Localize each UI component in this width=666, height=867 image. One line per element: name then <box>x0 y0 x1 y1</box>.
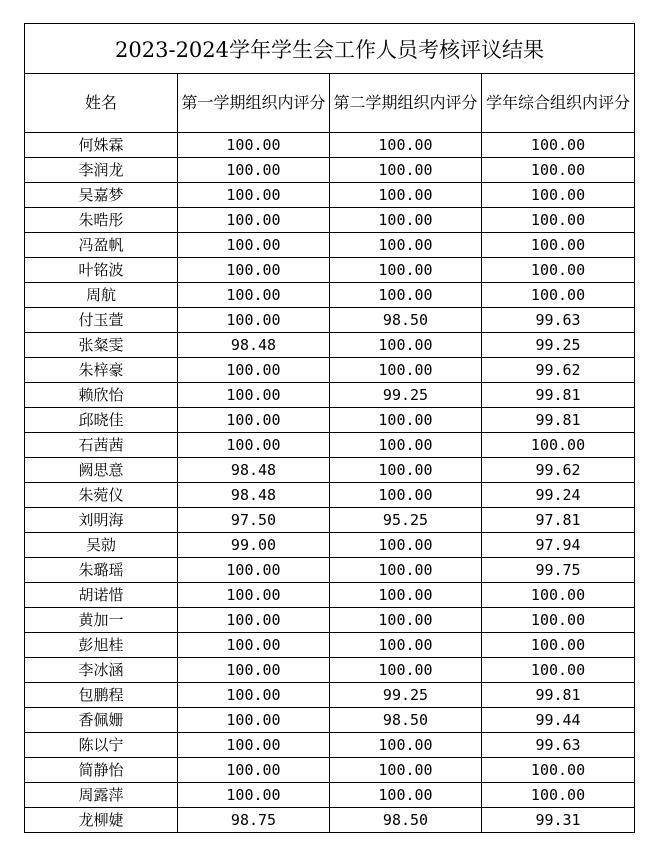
student-name-cell: 简静怡 <box>25 758 178 783</box>
table-row <box>25 583 635 608</box>
year-score-cell: 99.81 <box>482 683 635 708</box>
year-score-cell: 97.81 <box>482 508 635 533</box>
student-name-cell: 冯盈帆 <box>25 233 178 258</box>
student-name-cell: 李润龙 <box>25 158 178 183</box>
year-score-cell: 99.81 <box>482 408 635 433</box>
semester2-score-cell: 100.00 <box>330 158 482 183</box>
year-score-cell: 99.63 <box>482 308 635 333</box>
evaluation-results-table <box>24 23 635 833</box>
year-score-cell: 100.00 <box>482 658 635 683</box>
semester2-score-cell: 100.00 <box>330 533 482 558</box>
year-score-cell: 99.62 <box>482 458 635 483</box>
semester2-score-cell: 98.50 <box>330 308 482 333</box>
year-score-cell: 100.00 <box>482 583 635 608</box>
semester1-score-cell: 100.00 <box>178 758 330 783</box>
table-row <box>25 133 635 158</box>
year-score-cell: 99.31 <box>482 808 635 833</box>
column-header-name: 姓名 <box>25 74 178 133</box>
year-score-cell: 100.00 <box>482 433 635 458</box>
table-row <box>25 558 635 583</box>
table-row <box>25 658 635 683</box>
year-score-cell: 100.00 <box>482 258 635 283</box>
year-score-cell: 100.00 <box>482 158 635 183</box>
year-score-cell: 99.24 <box>482 483 635 508</box>
semester1-score-cell: 100.00 <box>178 583 330 608</box>
table-row <box>25 458 635 483</box>
semester1-score-cell: 98.48 <box>178 333 330 358</box>
year-score-cell: 99.75 <box>482 558 635 583</box>
semester2-score-cell: 100.00 <box>330 583 482 608</box>
student-name-cell: 黄加一 <box>25 608 178 633</box>
semester2-score-cell: 98.50 <box>330 708 482 733</box>
table-row <box>25 358 635 383</box>
semester1-score-cell: 100.00 <box>178 158 330 183</box>
semester1-score-cell: 100.00 <box>178 733 330 758</box>
semester2-score-cell: 100.00 <box>330 433 482 458</box>
table-row <box>25 408 635 433</box>
student-name-cell: 刘明海 <box>25 508 178 533</box>
semester1-score-cell: 100.00 <box>178 183 330 208</box>
year-score-cell: 100.00 <box>482 633 635 658</box>
table-row <box>25 533 635 558</box>
table-row <box>25 733 635 758</box>
year-score-cell: 100.00 <box>482 283 635 308</box>
table-row <box>25 758 635 783</box>
semester2-score-cell: 100.00 <box>330 133 482 158</box>
table-row <box>25 708 635 733</box>
year-score-cell: 99.44 <box>482 708 635 733</box>
semester1-score-cell: 100.00 <box>178 558 330 583</box>
semester2-score-cell: 95.25 <box>330 508 482 533</box>
student-name-cell: 香佩姗 <box>25 708 178 733</box>
column-header-year-score: 学年综合组织内评分 <box>482 74 635 133</box>
semester1-score-cell: 100.00 <box>178 208 330 233</box>
student-name-cell: 阙思意 <box>25 458 178 483</box>
student-name-cell: 朱梓豪 <box>25 358 178 383</box>
table-row <box>25 383 635 408</box>
semester2-score-cell: 100.00 <box>330 658 482 683</box>
year-score-cell: 100.00 <box>482 133 635 158</box>
semester2-score-cell: 99.25 <box>330 383 482 408</box>
student-name-cell: 包鹏程 <box>25 683 178 708</box>
semester2-score-cell: 100.00 <box>330 233 482 258</box>
table-row <box>25 483 635 508</box>
year-score-cell: 99.25 <box>482 333 635 358</box>
year-score-cell: 100.00 <box>482 208 635 233</box>
table-row <box>25 308 635 333</box>
semester1-score-cell: 100.00 <box>178 683 330 708</box>
semester1-score-cell: 100.00 <box>178 633 330 658</box>
semester2-score-cell: 100.00 <box>330 183 482 208</box>
student-name-cell: 付玉萱 <box>25 308 178 333</box>
semester1-score-cell: 97.50 <box>178 508 330 533</box>
year-score-cell: 100.00 <box>482 608 635 633</box>
student-name-cell: 石茜茜 <box>25 433 178 458</box>
student-name-cell: 陈以宁 <box>25 733 178 758</box>
semester1-score-cell: 100.00 <box>178 258 330 283</box>
semester1-score-cell: 100.00 <box>178 433 330 458</box>
table-row <box>25 233 635 258</box>
year-score-cell: 100.00 <box>482 233 635 258</box>
table-row <box>25 208 635 233</box>
student-name-cell: 彭旭桂 <box>25 633 178 658</box>
table-body <box>25 133 635 833</box>
student-name-cell: 龙柳婕 <box>25 808 178 833</box>
semester2-score-cell: 100.00 <box>330 283 482 308</box>
student-name-cell: 何姝霖 <box>25 133 178 158</box>
semester2-score-cell: 100.00 <box>330 458 482 483</box>
semester1-score-cell: 100.00 <box>178 308 330 333</box>
semester2-score-cell: 100.00 <box>330 408 482 433</box>
semester2-score-cell: 98.50 <box>330 808 482 833</box>
semester2-score-cell: 100.00 <box>330 633 482 658</box>
student-name-cell: 周航 <box>25 283 178 308</box>
year-score-cell: 99.63 <box>482 733 635 758</box>
table-row <box>25 608 635 633</box>
student-name-cell: 胡诺惜 <box>25 583 178 608</box>
student-name-cell: 赖欣怡 <box>25 383 178 408</box>
column-header-semester2-score: 第二学期组织内评分 <box>330 74 482 133</box>
semester1-score-cell: 100.00 <box>178 783 330 808</box>
semester1-score-cell: 98.48 <box>178 458 330 483</box>
semester2-score-cell: 100.00 <box>330 733 482 758</box>
semester1-score-cell: 100.00 <box>178 383 330 408</box>
table-row <box>25 158 635 183</box>
semester2-score-cell: 100.00 <box>330 758 482 783</box>
year-score-cell: 100.00 <box>482 758 635 783</box>
year-score-cell: 99.62 <box>482 358 635 383</box>
semester1-score-cell: 99.00 <box>178 533 330 558</box>
semester2-score-cell: 100.00 <box>330 783 482 808</box>
table-row <box>25 258 635 283</box>
student-name-cell: 李冰涵 <box>25 658 178 683</box>
semester2-score-cell: 100.00 <box>330 258 482 283</box>
table-row <box>25 783 635 808</box>
student-name-cell: 朱晧彤 <box>25 208 178 233</box>
table-row <box>25 433 635 458</box>
semester1-score-cell: 100.00 <box>178 608 330 633</box>
semester2-score-cell: 100.00 <box>330 483 482 508</box>
semester2-score-cell: 100.00 <box>330 608 482 633</box>
semester2-score-cell: 100.00 <box>330 558 482 583</box>
year-score-cell: 97.94 <box>482 533 635 558</box>
semester1-score-cell: 98.75 <box>178 808 330 833</box>
semester1-score-cell: 100.00 <box>178 658 330 683</box>
table-row <box>25 283 635 308</box>
student-name-cell: 张粲雯 <box>25 333 178 358</box>
student-name-cell: 吴勍 <box>25 533 178 558</box>
semester2-score-cell: 100.00 <box>330 333 482 358</box>
table-row <box>25 808 635 833</box>
semester1-score-cell: 100.00 <box>178 283 330 308</box>
student-name-cell: 叶铭波 <box>25 258 178 283</box>
table-row <box>25 183 635 208</box>
semester1-score-cell: 100.00 <box>178 408 330 433</box>
semester1-score-cell: 100.00 <box>178 358 330 383</box>
student-name-cell: 周露萍 <box>25 783 178 808</box>
semester2-score-cell: 100.00 <box>330 358 482 383</box>
title-row <box>25 24 635 74</box>
year-score-cell: 100.00 <box>482 783 635 808</box>
table-row <box>25 683 635 708</box>
student-name-cell: 朱菀仪 <box>25 483 178 508</box>
year-score-cell: 99.81 <box>482 383 635 408</box>
semester1-score-cell: 100.00 <box>178 133 330 158</box>
table-row <box>25 333 635 358</box>
semester1-score-cell: 100.00 <box>178 708 330 733</box>
table-title: 2023-2024学年学生会工作人员考核评议结果 <box>25 24 635 74</box>
column-header-semester1-score: 第一学期组织内评分 <box>178 74 330 133</box>
student-name-cell: 吴嘉梦 <box>25 183 178 208</box>
year-score-cell: 100.00 <box>482 183 635 208</box>
semester1-score-cell: 98.48 <box>178 483 330 508</box>
table-row <box>25 508 635 533</box>
student-name-cell: 邱晓佳 <box>25 408 178 433</box>
table-row <box>25 633 635 658</box>
student-name-cell: 朱璐瑶 <box>25 558 178 583</box>
header-row <box>25 74 635 133</box>
semester2-score-cell: 99.25 <box>330 683 482 708</box>
semester2-score-cell: 100.00 <box>330 208 482 233</box>
semester1-score-cell: 100.00 <box>178 233 330 258</box>
